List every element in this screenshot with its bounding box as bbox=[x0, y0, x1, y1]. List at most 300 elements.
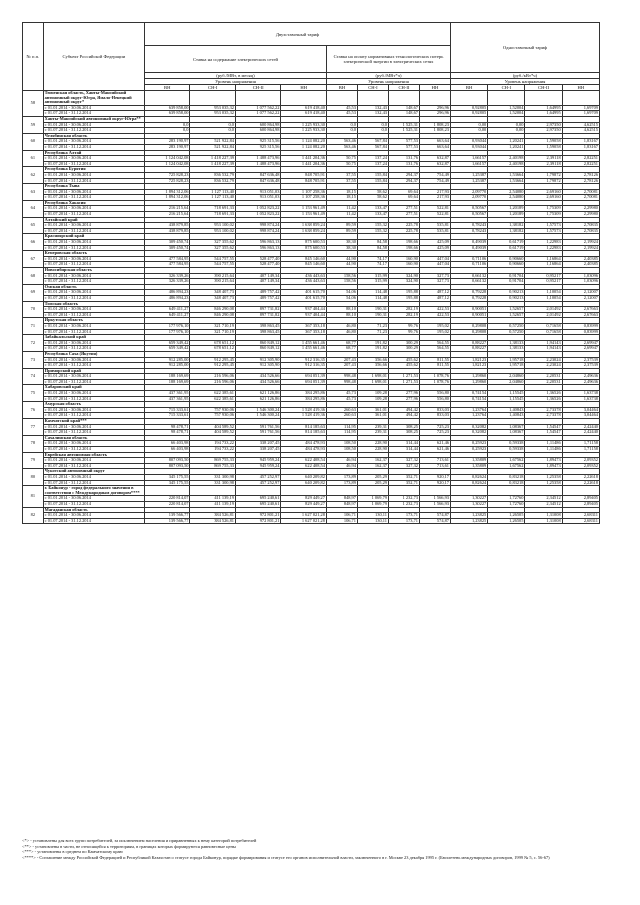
tariff-value: 0,88227 bbox=[451, 346, 488, 352]
tariff-value: 1,52004 bbox=[488, 105, 525, 111]
row-number: 65 bbox=[23, 217, 44, 234]
region-name: Алтайский край bbox=[43, 217, 144, 223]
tariff-value: 1,23764 bbox=[451, 413, 488, 419]
tariff-value: 314,44 bbox=[388, 447, 419, 453]
tariff-value: 277,51 bbox=[388, 212, 419, 218]
region-name: Республика Алтай bbox=[43, 150, 144, 156]
tariff-value: 1,82123 bbox=[451, 357, 488, 363]
empty-cell bbox=[235, 486, 280, 496]
region-row bbox=[23, 486, 600, 496]
tariff-value: 869 755,33 bbox=[190, 458, 235, 464]
tariff-value: 50,75 bbox=[326, 161, 357, 167]
tariff-value: 345 175,55 bbox=[145, 480, 190, 486]
tariff-value: 0,00 bbox=[488, 128, 525, 134]
tariff-value: 846 290,08 bbox=[190, 312, 235, 318]
tariff-value: 434 526,66 bbox=[235, 374, 280, 380]
tariff-value: 912 285,00 bbox=[145, 363, 190, 369]
tariff-value: 2,89405 bbox=[562, 496, 599, 502]
period-label: с 01.01.2014 - 30.06.2014 bbox=[43, 496, 144, 502]
row-number: 79 bbox=[23, 452, 44, 469]
tariff-value: 18,15 bbox=[326, 195, 357, 201]
voltage-header: Уровень напряжения bbox=[326, 79, 450, 85]
tariff-value: 829 449,27 bbox=[281, 496, 326, 502]
tariff-value: 190,31 bbox=[357, 307, 388, 313]
tariff-value: 1,69709 bbox=[562, 105, 599, 111]
tariff-value: 2,67663 bbox=[562, 312, 599, 318]
tariff-value: 1,82123 bbox=[451, 363, 488, 369]
tariff-value: 1 124 082,20 bbox=[281, 144, 326, 150]
tariff-value: 367 353,18 bbox=[281, 323, 326, 329]
row-number: 76 bbox=[23, 402, 44, 419]
tariff-value: 945 959,24 bbox=[235, 463, 280, 469]
tariff-value: 195,02 bbox=[419, 329, 450, 335]
tariff-value: 158,56 bbox=[326, 279, 357, 285]
tariff-value: 1,89473 bbox=[525, 458, 562, 464]
tariff-value: 715 333,61 bbox=[145, 407, 190, 413]
level-nn: НН bbox=[281, 85, 326, 91]
tariff-value: 2,12007 bbox=[562, 295, 599, 301]
row-number: 70 bbox=[23, 301, 44, 318]
tariff-value: 2,09352 bbox=[562, 463, 599, 469]
tariff-value: 1,29860 bbox=[451, 379, 488, 385]
tariff-value: 404 589,52 bbox=[190, 424, 235, 430]
tariff-value: 486 894,23 bbox=[145, 295, 190, 301]
tariff-value: 2,97350 bbox=[525, 128, 562, 134]
two-part-tariff-header: Двухставочный тариф bbox=[145, 23, 451, 46]
tariff-value: 411 139,19 bbox=[190, 501, 235, 507]
tariff-value: 0,25923 bbox=[451, 441, 488, 447]
row-number: 75 bbox=[23, 385, 44, 402]
tariff-value: 713,61 bbox=[419, 458, 450, 464]
tariff-value: 88,10 bbox=[326, 312, 357, 318]
row-number: 81 bbox=[23, 486, 44, 507]
period-label: с 01.07.2014 - 31.12.2014 bbox=[43, 111, 144, 117]
tariff-value: 401 615,70 bbox=[281, 295, 326, 301]
tariff-value: 1,20241 bbox=[488, 139, 525, 145]
tariff-value: 50,75 bbox=[326, 156, 357, 162]
tariff-value: 139 566,77 bbox=[145, 518, 190, 524]
tariff-value: 148,67 bbox=[388, 111, 419, 117]
tariff-value: 563,46 bbox=[326, 144, 357, 150]
empty-cell bbox=[281, 91, 326, 106]
region-name: Забайкальский край bbox=[43, 335, 144, 341]
region-name: Чукотский автономный округ bbox=[43, 469, 144, 475]
period-label: с 01.07.2014 - 31.12.2014 bbox=[43, 195, 144, 201]
row-number: 66 bbox=[23, 234, 44, 251]
unit-loss: (руб./МВт*ч) bbox=[326, 73, 450, 79]
period-label: с 01.07.2014 - 31.12.2014 bbox=[43, 212, 144, 218]
tariff-value: 1 441 204,36 bbox=[281, 156, 326, 162]
period-label: с 01.01.2014 - 30.06.2014 bbox=[43, 189, 144, 195]
tariff-value: 0,83218 bbox=[488, 474, 525, 480]
tariff-value: 314,44 bbox=[388, 441, 419, 447]
tariff-value: 695 240,61 bbox=[235, 501, 280, 507]
tariff-value: 155,84 bbox=[357, 178, 388, 184]
tariff-value: 1 069,79 bbox=[357, 496, 388, 502]
tariff-value: 1 808,23 bbox=[419, 122, 450, 128]
tariff-value: 596 863,13 bbox=[235, 245, 280, 251]
tariff-value: 847 636,48 bbox=[235, 172, 280, 178]
tariff-value: 2,39118 bbox=[525, 161, 562, 167]
tariff-value: 132,43 bbox=[357, 111, 388, 117]
period-label: с 01.07.2014 - 31.12.2014 bbox=[43, 312, 144, 318]
tariff-value: 1,03096 bbox=[562, 279, 599, 285]
region-name: Еврейская автономная область bbox=[43, 452, 144, 458]
row-number: 82 bbox=[23, 507, 44, 524]
tariff-value: 0,82624 bbox=[451, 480, 488, 486]
tariff-value: 0,92805 bbox=[451, 111, 488, 117]
tariff-value: 46,80 bbox=[326, 329, 357, 335]
tariff-value: 754,49 bbox=[419, 172, 450, 178]
tariff-value: 564,55 bbox=[419, 340, 450, 346]
tariff-value: 326 339,26 bbox=[145, 279, 190, 285]
tariff-value: 1,25387 bbox=[451, 178, 488, 184]
tariff-value: 718 691,33 bbox=[190, 206, 235, 212]
tariff-value: 437 361,95 bbox=[145, 391, 190, 397]
tariff-value: 345 175,55 bbox=[145, 474, 190, 480]
tariff-value: 0,95217 bbox=[525, 279, 562, 285]
tariff-value: 0,90051 bbox=[451, 312, 488, 318]
tariff-value: 216 215,64 bbox=[145, 206, 190, 212]
tariff-value: 489 757,42 bbox=[235, 290, 280, 296]
tariff-value: 1 127 113,40 bbox=[190, 195, 235, 201]
tariff-value: 2,34512 bbox=[525, 501, 562, 507]
tariff-value: 361,01 bbox=[357, 407, 388, 413]
tariff-value: 45,53 bbox=[326, 111, 357, 117]
tariff-value: 0,49039 bbox=[451, 240, 488, 246]
tariff-value: 74,17 bbox=[357, 256, 388, 262]
tariff-value: 678 651,12 bbox=[190, 340, 235, 346]
tariff-value: 2,82251 bbox=[562, 156, 599, 162]
tariff-value: 2,69160 bbox=[525, 195, 562, 201]
tariff-value: 338 207,45 bbox=[235, 441, 280, 447]
tariff-value: 1,57573 bbox=[525, 223, 562, 229]
period-label: с 01.01.2014 - 30.06.2014 bbox=[43, 441, 144, 447]
region-name: Амурская область bbox=[43, 402, 144, 408]
tariff-value: 659 349,42 bbox=[145, 340, 190, 346]
tariff-value: 54,06 bbox=[326, 295, 357, 301]
tariff-value: 173,89 bbox=[326, 480, 357, 486]
footnote: <****> - Соглашение между Российской Федерацией и Республикой Казахстан о статусе города Байконур, порядке формирования и статусе его органов исполнительной власти, заключенного в г. Москве 23 декабря 1995 г. (Бюллетень международных договоров, 1999 № 5, с. 56-67) bbox=[22, 854, 550, 860]
tariff-value: 998,48 bbox=[326, 379, 357, 385]
tariff-value: 912 316,35 bbox=[281, 357, 326, 363]
tariff-value: 912 305,90 bbox=[235, 357, 280, 363]
tariff-value: 1 698,01 bbox=[357, 379, 388, 385]
tariff-value: 457 252,97 bbox=[235, 480, 280, 486]
tariff-value: 2,40385 bbox=[562, 262, 599, 268]
tariff-value: 2,73378 bbox=[525, 407, 562, 413]
tariff-value: 695 240,61 bbox=[235, 496, 280, 502]
tariff-value: 591 761,56 bbox=[235, 430, 280, 436]
period-label: с 01.01.2014 - 30.06.2014 bbox=[43, 323, 144, 329]
row-number: 68 bbox=[23, 268, 44, 285]
tariff-value: 998,48 bbox=[326, 374, 357, 380]
tariff-value: 2,09770 bbox=[451, 189, 488, 195]
period-label: с 01.07.2014 - 31.12.2014 bbox=[43, 279, 144, 285]
tariff-value: 1,16864 bbox=[525, 262, 562, 268]
tariff-value: 66 403,98 bbox=[145, 441, 190, 447]
tariff-value: 2,69947 bbox=[562, 340, 599, 346]
region-name: Камчатский край*** bbox=[43, 419, 144, 425]
tariff-value: 2,78126 bbox=[562, 172, 599, 178]
tariff-value: 228,90 bbox=[357, 441, 388, 447]
tariff-value: 1,83167 bbox=[562, 139, 599, 145]
tariff-value: 875 600,53 bbox=[281, 245, 326, 251]
tariff-value: 0,57250 bbox=[488, 323, 525, 329]
tariff-value: 207,43 bbox=[326, 357, 357, 363]
period-label: с 01.01.2014 - 30.06.2014 bbox=[43, 240, 144, 246]
tariff-value: 0,78243 bbox=[451, 228, 488, 234]
tariff-value: 3,04464 bbox=[562, 413, 599, 419]
tariff-value: 207,43 bbox=[326, 363, 357, 369]
empty-cell bbox=[326, 91, 357, 106]
tariff-value: 308,25 bbox=[388, 430, 419, 436]
tariff-value: 0,66132 bbox=[451, 279, 488, 285]
tariff-value: 1,38133 bbox=[488, 346, 525, 352]
tariff-value: 0,0 bbox=[190, 122, 235, 128]
tariff-value: 556,80 bbox=[419, 391, 450, 397]
tariff-value: 407 149,34 bbox=[235, 279, 280, 285]
tariff-sheet bbox=[22, 22, 600, 524]
tariff-value: 438 879,85 bbox=[145, 228, 190, 234]
tariff-value: 109,28 bbox=[357, 391, 388, 397]
tariff-value: 2,49636 bbox=[562, 379, 599, 385]
tariff-value: 216 596,06 bbox=[190, 379, 235, 385]
tariff-value: 1,31008 bbox=[525, 518, 562, 524]
region-name: Томская область bbox=[43, 301, 144, 307]
period-label: с 01.07.2014 - 31.12.2014 bbox=[43, 480, 144, 486]
table-header bbox=[23, 23, 600, 91]
tariff-value: 1,69709 bbox=[562, 111, 599, 117]
tariff-value: 422,53 bbox=[419, 312, 450, 318]
tariff-value: 1,10054 bbox=[525, 295, 562, 301]
tariff-value: 953 035,32 bbox=[190, 105, 235, 111]
tariff-value: 1,26505 bbox=[488, 513, 525, 519]
tariff-value: 1,52657 bbox=[488, 307, 525, 313]
tariff-value: 296,96 bbox=[419, 105, 450, 111]
period-label: с 01.01.2014 - 30.06.2014 bbox=[43, 105, 144, 111]
empty-cell bbox=[145, 486, 190, 496]
tariff-value: 114,95 bbox=[326, 424, 357, 430]
tariff-value: 1 455 661,46 bbox=[281, 340, 326, 346]
tariff-value: 754,49 bbox=[419, 178, 450, 184]
tariff-value: 225,78 bbox=[388, 223, 419, 229]
tariff-value: 0,50567 bbox=[451, 212, 488, 218]
period-row bbox=[23, 518, 600, 524]
tariff-value: 1,83167 bbox=[562, 144, 599, 150]
tariff-value: 2,04860 bbox=[488, 374, 525, 380]
tariff-value: 1,15545 bbox=[488, 391, 525, 397]
tariff-value: 4,62515 bbox=[562, 128, 599, 134]
period-label: с 01.07.2014 - 31.12.2014 bbox=[43, 128, 144, 134]
tariff-value: 131,76 bbox=[388, 156, 419, 162]
level-nn: НН bbox=[419, 85, 450, 91]
tariff-value: 162,37 bbox=[357, 463, 388, 469]
tariff-value: 1,38133 bbox=[488, 340, 525, 346]
tariff-value: 296,96 bbox=[419, 111, 450, 117]
tariff-value: 972 801,21 bbox=[235, 513, 280, 519]
tariff-value: 2,04860 bbox=[488, 379, 525, 385]
tariff-value: 1,64995 bbox=[525, 111, 562, 117]
tariff-value: 69,64 bbox=[388, 189, 419, 195]
tariff-value: 0,79228 bbox=[451, 290, 488, 296]
tariff-value: 2,49636 bbox=[562, 374, 599, 380]
tariff-value: 407 149,34 bbox=[235, 273, 280, 279]
empty-cell bbox=[190, 486, 235, 496]
tariff-value: 0,93044 bbox=[451, 144, 488, 150]
tariff-value: 925 315,56 bbox=[235, 139, 280, 145]
tariff-value: 205,29 bbox=[357, 480, 388, 486]
tariff-value: 829 449,27 bbox=[281, 501, 326, 507]
tariff-value: 0,71658 bbox=[525, 329, 562, 335]
region-name: Приморский край bbox=[43, 368, 144, 374]
region-name: Республика Хакасия bbox=[43, 200, 144, 206]
tariff-value: 913 051,03 bbox=[235, 189, 280, 195]
tariff-value: 2,20531 bbox=[525, 374, 562, 380]
tariff-value: 1,54547 bbox=[525, 424, 562, 430]
tariff-value: 528 477,40 bbox=[235, 262, 280, 268]
tariff-value: 1 418 227,39 bbox=[190, 156, 235, 162]
tariff-value: 155,32 bbox=[357, 228, 388, 234]
tariff-value: 195,88 bbox=[388, 290, 419, 296]
tariff-value: 327,73 bbox=[419, 279, 450, 285]
tariff-value: 1,22983 bbox=[525, 245, 562, 251]
period-label: с 01.07.2014 - 31.12.2014 bbox=[43, 379, 144, 385]
tariff-value: 1 808,23 bbox=[419, 128, 450, 134]
period-label: с 01.01.2014 - 30.06.2014 bbox=[43, 290, 144, 296]
tariff-value: 327 355,62 bbox=[190, 240, 235, 246]
tariff-value: 920,17 bbox=[419, 474, 450, 480]
tariff-value: 188 169,69 bbox=[145, 374, 190, 380]
tariff-value: 1,94143 bbox=[525, 346, 562, 352]
period-label: с 01.01.2014 - 30.06.2014 bbox=[43, 513, 144, 519]
period-label: с 01.07.2014 - 31.12.2014 bbox=[43, 363, 144, 369]
tariff-value: 106,71 bbox=[326, 518, 357, 524]
period-label: с 01.07.2014 - 31.12.2014 bbox=[43, 501, 144, 507]
level-sn2: СН-II bbox=[235, 85, 280, 91]
level-sn2: СН-II bbox=[388, 85, 419, 91]
tariff-value: 1,25387 bbox=[451, 172, 488, 178]
region-name: г. Байконур - город федерального значения в соответствии с Международным договором**** bbox=[43, 486, 144, 496]
tariff-value: 1 528 419,36 bbox=[281, 407, 326, 413]
tariff-value: 99,76 bbox=[388, 323, 419, 329]
tariff-value: 0,71106 bbox=[451, 256, 488, 262]
empty-cell bbox=[281, 486, 326, 496]
tariff-value: 1,35809 bbox=[451, 463, 488, 469]
tariff-value: 155,32 bbox=[357, 223, 388, 229]
tariff-value: 600 864,98 bbox=[235, 122, 280, 128]
empty-cell bbox=[451, 91, 488, 106]
tariff-value: 0,61719 bbox=[488, 240, 525, 246]
tariff-value: 195,88 bbox=[388, 295, 419, 301]
tariff-value: 0,92805 bbox=[451, 105, 488, 111]
tariff-value: 639 858,00 bbox=[145, 105, 190, 111]
tariff-value: 0,0 bbox=[145, 122, 190, 128]
tariff-value: 0,0 bbox=[326, 122, 357, 128]
tariff-value: 998 874,24 bbox=[235, 223, 280, 229]
tariff-value: 352,71 bbox=[388, 480, 419, 486]
tariff-value: 2,97350 bbox=[525, 122, 562, 128]
tariff-value: 725 828,23 bbox=[145, 178, 190, 184]
tariff-value: 1,38182 bbox=[488, 228, 525, 234]
tariff-value: 132,43 bbox=[357, 105, 388, 111]
tariff-value: 640 209,82 bbox=[281, 474, 326, 480]
tariff-value: 283 190,97 bbox=[145, 139, 190, 145]
row-number: 78 bbox=[23, 435, 44, 452]
tariff-value: 1,11486 bbox=[525, 447, 562, 453]
tariff-value: 622 385,61 bbox=[190, 396, 235, 402]
tariff-value: 38,30 bbox=[326, 245, 357, 251]
tariff-value: 2,29980 bbox=[562, 212, 599, 218]
tariff-value: 324,90 bbox=[388, 279, 419, 285]
tariff-value: 1 052 823,22 bbox=[235, 212, 280, 218]
tariff-value: 1 225 933,30 bbox=[281, 128, 326, 134]
tariff-value: 114,48 bbox=[357, 295, 388, 301]
tariff-value: 0,83999 bbox=[562, 329, 599, 335]
tariff-value: 455,62 bbox=[388, 363, 419, 369]
tariff-value: 89,59 bbox=[326, 223, 357, 229]
tariff-value: 725,23 bbox=[419, 430, 450, 436]
level-sn2: СН-II bbox=[525, 85, 562, 91]
tariff-value: 220 814,07 bbox=[145, 496, 190, 502]
tariff-value: 2,23024 bbox=[525, 357, 562, 363]
tariff-value: 282,19 bbox=[388, 312, 419, 318]
tariff-value: 1,30227 bbox=[451, 496, 488, 502]
tariff-value: 37,55 bbox=[326, 172, 357, 178]
tariff-value: 1 638 859,24 bbox=[281, 228, 326, 234]
period-label: с 01.07.2014 - 31.12.2014 bbox=[43, 346, 144, 352]
tariff-value: 556,80 bbox=[419, 396, 450, 402]
tariff-value: 757 930,06 bbox=[190, 413, 235, 419]
tariff-value: 158,56 bbox=[326, 273, 357, 279]
period-label: с 01.01.2014 - 30.06.2014 bbox=[43, 206, 144, 212]
tariff-value: 1,79872 bbox=[525, 172, 562, 178]
tariff-value: 1,52004 bbox=[488, 111, 525, 117]
tariff-value: 860 849,12 bbox=[235, 340, 280, 346]
tariff-value: 38,30 bbox=[326, 240, 357, 246]
tariff-value: 564,55 bbox=[419, 346, 450, 352]
tariff-value: 477 584,95 bbox=[145, 262, 190, 268]
tariff-value: 663,64 bbox=[419, 139, 450, 145]
tariff-value: 239,31 bbox=[357, 430, 388, 436]
tariff-value: 401 615,70 bbox=[281, 290, 326, 296]
tariff-value: 972 801,21 bbox=[235, 518, 280, 524]
tariff-value: 1 546 300,24 bbox=[235, 407, 280, 413]
row-number: 63 bbox=[23, 184, 44, 201]
tariff-value: 108,50 bbox=[326, 447, 357, 453]
row-number: 73 bbox=[23, 351, 44, 368]
tariff-value: 574,87 bbox=[419, 513, 450, 519]
tariff-value: 1,20189 bbox=[488, 212, 525, 218]
tariff-value: 1,15545 bbox=[488, 396, 525, 402]
period-label: с 01.01.2014 - 30.06.2014 bbox=[43, 374, 144, 380]
tariff-value: 0,71106 bbox=[451, 262, 488, 268]
tariff-value: 912 295,45 bbox=[190, 363, 235, 369]
tariff-value: 194 733,22 bbox=[190, 441, 235, 447]
tariff-value: 0,59338 bbox=[488, 441, 525, 447]
tariff-value: 1 525,31 bbox=[388, 122, 419, 128]
tariff-value: 937 404,44 bbox=[281, 312, 326, 318]
tariff-value: 757 930,06 bbox=[190, 407, 235, 413]
period-label: с 01.07.2014 - 31.12.2014 bbox=[43, 178, 144, 184]
tariff-value: 190,31 bbox=[357, 312, 388, 318]
period-label: с 01.01.2014 - 30.06.2014 bbox=[43, 307, 144, 313]
tariff-value: 425,09 bbox=[419, 245, 450, 251]
row-number: 74 bbox=[23, 368, 44, 385]
tariff-value: 715 333,61 bbox=[145, 413, 190, 419]
tariff-value: 1,67562 bbox=[488, 458, 525, 464]
tariff-value: 2,23024 bbox=[525, 363, 562, 369]
